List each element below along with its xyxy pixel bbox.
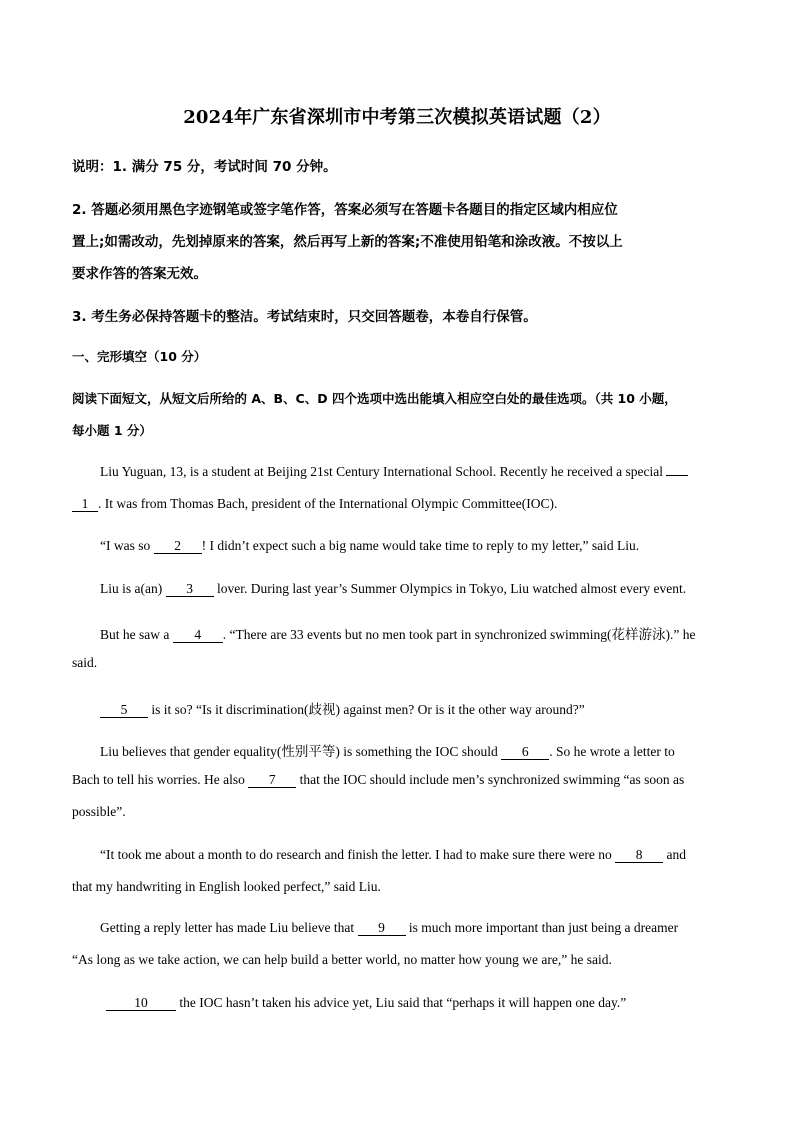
passage-text: and xyxy=(666,847,686,862)
passage-text: Getting a reply letter has made Liu believe that xyxy=(100,920,355,935)
blank-9: 9 xyxy=(358,921,406,936)
instruction-2-line-1: 2. 答题必须用黑色字迹钢笔或签字笔作答，答案必须写在答题卡各题目的指定区域内相应位 xyxy=(72,202,618,218)
passage-line xyxy=(72,655,97,671)
passage-text: that my handwriting in English looked perfect,” said Liu. xyxy=(72,879,381,894)
section-direction-line-1: 阅读下面短文，从短文后所给的 A、B、C、D 四个选项中选出能填入相应空白处的最佳选项。（共 10 小题， xyxy=(72,391,677,406)
passage-text: Bach to tell his worries. He also xyxy=(72,772,245,787)
instruction-2-line-3: 要求作答的答案无效。 xyxy=(72,266,207,282)
passage-text: “I was so xyxy=(100,538,151,553)
page-title: 2024年广东省深圳市中考第三次模拟英语试题（2） xyxy=(183,107,611,128)
passage-line xyxy=(72,804,126,820)
passage-text: ! I didn’t expect such a big name would take time to reply to my letter,” said Liu. xyxy=(201,538,640,553)
passage-line xyxy=(100,538,639,554)
passage-line xyxy=(100,464,688,480)
passage-text: is much more important than just being a dreamer xyxy=(408,920,679,935)
passage-text: “As long as we take action, we can help build a better world, no matter how young we are,” he said. xyxy=(72,952,612,967)
blank-3: 3 xyxy=(166,582,214,597)
blank-8: 8 xyxy=(615,848,663,863)
passage-line xyxy=(72,952,612,968)
passage-text: . It was from Thomas Bach, president of the International Olympic Committee(IOC). xyxy=(98,496,558,511)
passage-text: Liu is a(an) xyxy=(100,581,163,596)
instruction-2-line-2: 置上;如需改动，先划掉原来的答案，然后再写上新的答案;不准使用铅笔和涂改液。不按以上 xyxy=(72,234,623,250)
blank-2: 2 xyxy=(154,539,202,554)
passage-text: Liu Yuguan, 13, is a student at Beijing 21st Century International School. Recently he received a special xyxy=(100,464,663,479)
blank-1: 1 xyxy=(72,497,98,512)
passage-text: lover. During last year’s Summer Olympics in Tokyo, Liu watched almost every event. xyxy=(216,581,687,596)
passage-line xyxy=(72,879,381,895)
section-heading: 一、完形填空（10 分） xyxy=(72,349,207,364)
passage-text: is it so? “Is it discrimination(歧视) against men? Or is it the other way around?” xyxy=(151,702,585,717)
passage-text: But he saw a xyxy=(100,627,170,642)
blank-4: 4 xyxy=(173,628,223,643)
passage-text: “It took me about a month to do research and finish the letter. I had to make sure there were no xyxy=(100,847,612,862)
section-direction-line-2: 每小题 1 分） xyxy=(72,423,152,438)
instruction-3: 3. 考生务必保持答题卡的整洁。考试结束时，只交回答题卷，本卷自行保管。 xyxy=(72,309,537,325)
passage-text: the IOC hasn’t taken his advice yet, Liu said that “perhaps it will happen one day.” xyxy=(179,995,627,1010)
instruction-1: 说明：1. 满分 75 分，考试时间 70 分钟。 xyxy=(72,159,337,175)
passage-line xyxy=(72,772,684,788)
passage-line xyxy=(100,740,675,760)
blank-1-start xyxy=(666,475,688,476)
passage-line xyxy=(72,496,557,512)
blank-10: 10 xyxy=(106,996,176,1011)
passage-line xyxy=(106,995,626,1011)
passage-text: possible”. xyxy=(72,804,126,819)
passage-line xyxy=(100,698,585,718)
passage-text: Liu believes that gender equality(性别平等) is something the IOC should xyxy=(100,744,498,759)
passage-line xyxy=(100,623,696,643)
passage-line xyxy=(100,847,686,863)
passage-text: . So he wrote a letter to xyxy=(549,744,675,759)
passage-text: . “There are 33 events but no men took part in synchronized swimming(花样游泳).” he xyxy=(222,627,696,642)
passage-line xyxy=(100,920,678,936)
passage-text: that the IOC should include men’s synchronized swimming “as soon as xyxy=(299,772,685,787)
passage-text: said. xyxy=(72,655,98,670)
blank-7: 7 xyxy=(248,773,296,788)
blank-5: 5 xyxy=(100,703,148,718)
passage-line xyxy=(100,581,686,597)
blank-6: 6 xyxy=(501,745,549,760)
